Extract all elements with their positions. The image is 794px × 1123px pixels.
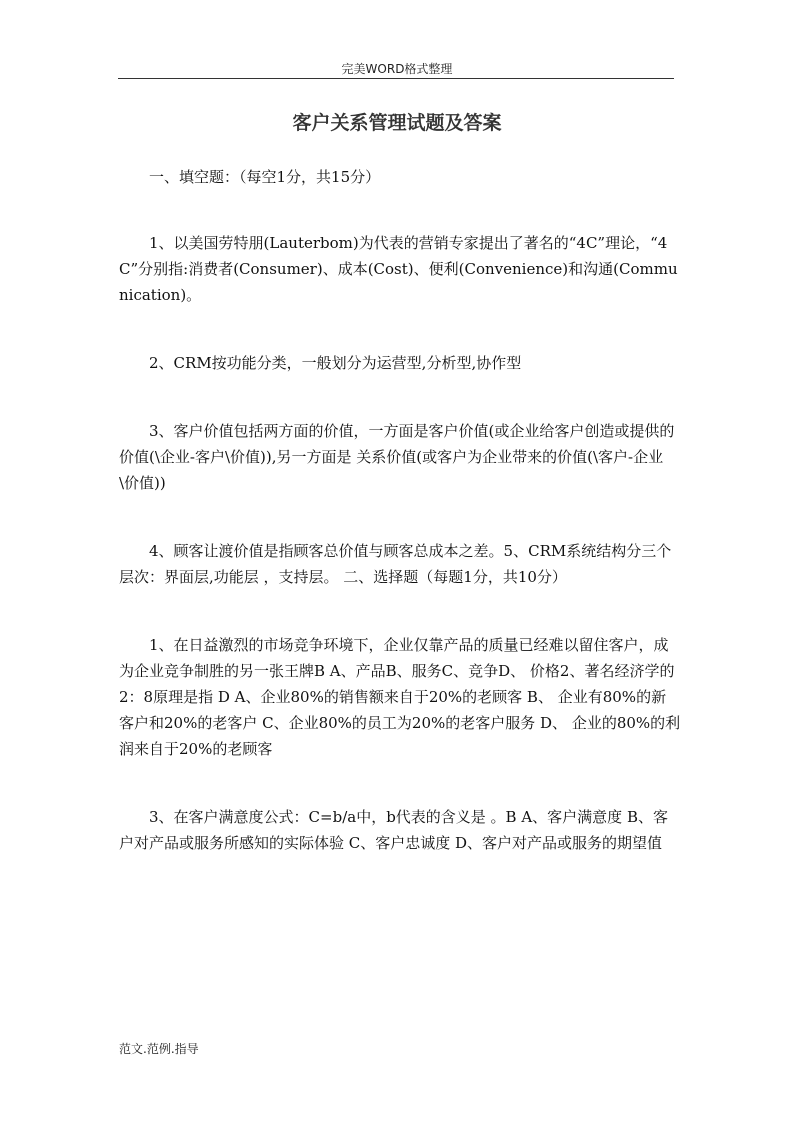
paragraph-3: 3、客户价值包括两方面的价值，一方面是客户价值(或企业给客户创造或提供的价值(\企业-客户\价值)),另一方面是 关系价值(或客户为企业带来的价值(\客户-企业\价值)) [119, 422, 675, 492]
paragraph-1: 1、以美国劳特朋(Lauterbom)为代表的营销专家提出了著名的“4C”理论，“4C”分别指:消费者(Consumer)、成本(Cost)、便利(Convenience)和沟通(Communication)。 [119, 234, 678, 304]
paragraph-6: 3、在客户满意度公式：C=b/a中，b代表的含义是 。B A、客户满意度 B、客户对产品或服务所感知的实际体验 C、客户忠诚度 D、客户对产品或服务的期望值 [119, 808, 668, 852]
header-divider [118, 78, 674, 79]
page-footer: 范文.范例.指导 [119, 1042, 199, 1056]
page-header: 完美WORD格式整理 [341, 62, 453, 76]
document-title: 客户关系管理试题及答案 [292, 112, 502, 134]
document-body [119, 164, 681, 898]
paragraph-2: 2、CRM按功能分类，一般划分为运营型,分析型,协作型 [149, 354, 522, 372]
section-heading-fill-in: 一、填空题：（每空1分，共15分） [149, 168, 381, 186]
paragraph-4: 4、顾客让渡价值是指顾客总价值与顾客总成本之差。5、CRM系统结构分三个层次：界面层,功能层 ，支持层。 二、选择题（每题1分，共10分） [119, 542, 672, 586]
paragraph-5: 1、在日益激烈的市场竞争环境下，企业仅靠产品的质量已经难以留住客户，成为企业竞争制胜的另一张王牌B A、产品B、服务C、竞争D、 价格2、著名经济学的2：8原理是指 D A、企业80%的销售额来自于20%的老顾客 B、 企业有80%的新客户和20%的老客户 C、企业80%的员工为20%的老客户服务 D、 企业的80%的利润来自于20%的老顾客 [119, 636, 681, 758]
